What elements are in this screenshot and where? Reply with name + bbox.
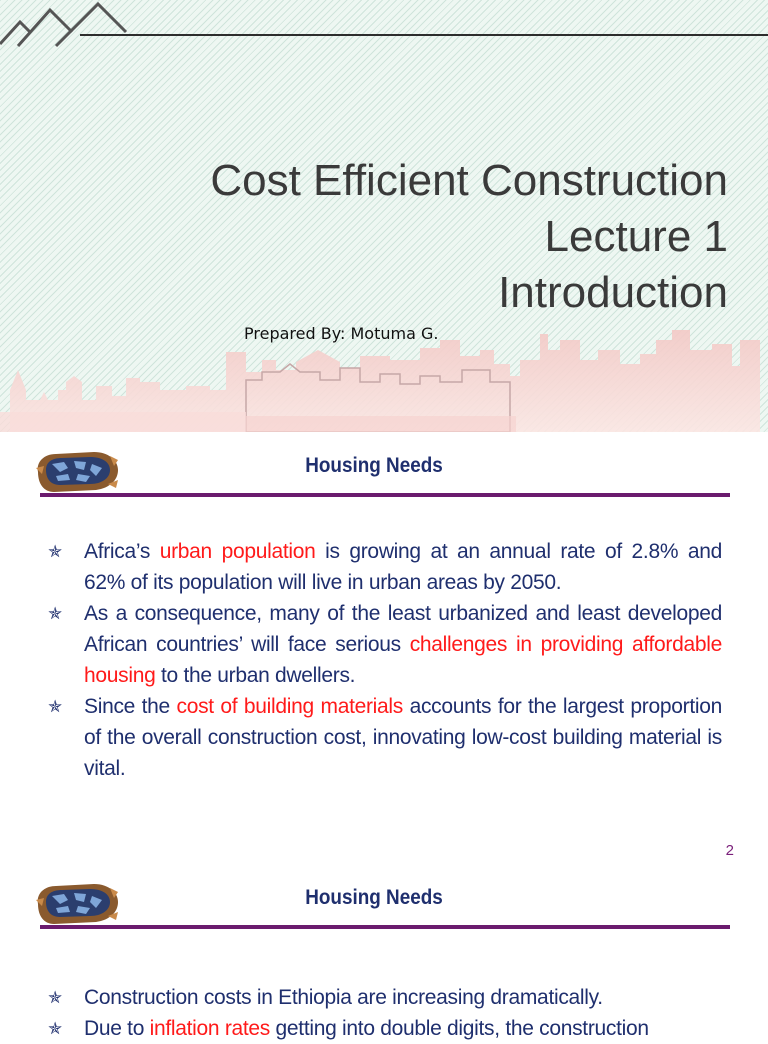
heading-rule bbox=[40, 925, 730, 929]
slide-heading: Housing Needs bbox=[305, 886, 443, 909]
list-item: ✯ Due to inflation rates getting into double digits, the construction bbox=[48, 1013, 722, 1044]
bullet-list bbox=[48, 982, 722, 1044]
content-slide-2 bbox=[0, 432, 768, 864]
page-number: 2 bbox=[725, 842, 734, 859]
bullet-list bbox=[48, 536, 722, 784]
star-bullet-icon: ✯ bbox=[48, 697, 62, 716]
title-line-2: Lecture 1 bbox=[544, 212, 728, 261]
content-slide-3 bbox=[0, 864, 768, 1040]
slide-heading: Housing Needs bbox=[305, 454, 443, 477]
header-rule bbox=[80, 34, 768, 36]
mountain-logo-icon bbox=[0, 0, 130, 50]
star-bullet-icon: ✯ bbox=[48, 988, 62, 1007]
list-item: ✯ Since the cost of building materials accounts for the largest proportion of the overall construction cost, innovating low-cost building material is vital. bbox=[48, 691, 722, 784]
list-item: ✯ Africa’s urban population is growing at an annual rate of 2.8% and 62% of its population will live in urban areas by 2050. bbox=[48, 536, 722, 598]
title-line-3: Introduction bbox=[498, 268, 728, 317]
title-block bbox=[210, 153, 728, 321]
title-line-1: Cost Efficient Construction bbox=[210, 156, 728, 205]
title-slide bbox=[0, 0, 768, 432]
star-bullet-icon: ✯ bbox=[48, 604, 62, 623]
star-bullet-icon: ✯ bbox=[48, 1019, 62, 1038]
heading-rule bbox=[40, 493, 730, 497]
list-item: ✯ Construction costs in Ethiopia are increasing dramatically. bbox=[48, 982, 722, 1013]
prepared-by: Prepared By: Motuma G. bbox=[244, 324, 439, 343]
list-item: ✯ As a consequence, many of the least urbanized and least developed African countries’ will face serious challenges in providing affordable housing to the urban dwellers. bbox=[48, 598, 722, 691]
star-bullet-icon: ✯ bbox=[48, 542, 62, 561]
